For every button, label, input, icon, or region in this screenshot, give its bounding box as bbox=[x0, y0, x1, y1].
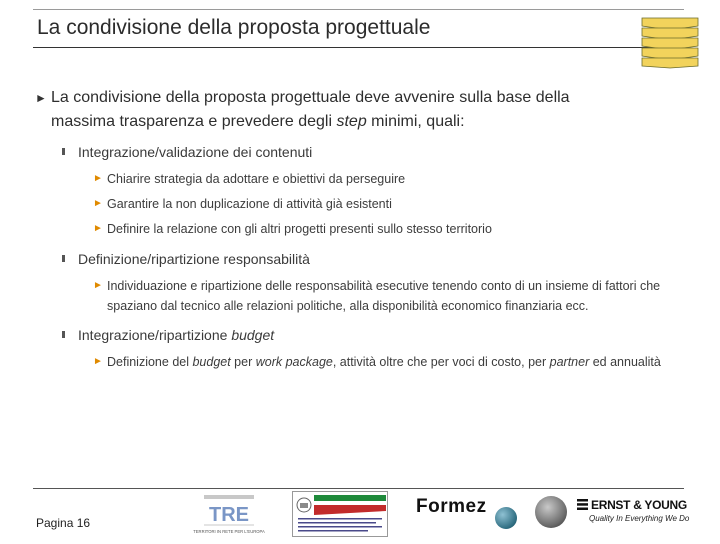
svg-text:TERRITORI IN RETE PER L'EUROPA: TERRITORI IN RETE PER L'EUROPA bbox=[193, 529, 265, 534]
page-number: Pagina 16 bbox=[36, 516, 91, 530]
top-rule bbox=[33, 9, 684, 10]
slide-content bbox=[35, 86, 695, 372]
intro-line-1: La condivisione della proposta progettuale deve avvenire sulla base della bbox=[51, 89, 570, 106]
ey-mark-icon bbox=[577, 499, 588, 510]
ministry-emblem-icon bbox=[292, 491, 388, 537]
section-heading-2: Definizione/ripartizione responsabilità bbox=[78, 249, 695, 269]
orange-triangle-bullet-icon: ► bbox=[93, 356, 103, 367]
list-item: ► Chiarire strategia da adottare e obiettivi da perseguire bbox=[107, 169, 695, 189]
slide-title: La condivisione della proposta progettuale bbox=[37, 16, 431, 39]
list-item: ► Definizione del budget per work package, attività oltre che per voci di costo, per partner ed annualità bbox=[107, 352, 691, 372]
section-heading-1: Integrazione/validazione dei contenuti bbox=[78, 142, 695, 162]
footer-rule bbox=[33, 488, 684, 489]
globe-icon bbox=[495, 507, 517, 529]
ministry-logo bbox=[292, 491, 388, 537]
orange-triangle-bullet-icon: ► bbox=[93, 198, 103, 209]
title-underline bbox=[33, 47, 684, 48]
tre-logo bbox=[193, 493, 265, 539]
section-heading-3: Integrazione/ripartizione budget bbox=[78, 325, 695, 345]
sphere-logo-icon bbox=[535, 496, 567, 528]
square-bullet-icon bbox=[62, 148, 65, 155]
intro-line-2a: massima trasparenza e prevedere degli bbox=[51, 113, 337, 130]
tre-logo-icon bbox=[193, 493, 265, 539]
square-bullet-icon bbox=[62, 255, 65, 262]
triangle-bullet-icon: ► bbox=[35, 91, 47, 105]
intro-paragraph bbox=[35, 86, 695, 134]
intro-emphasis: step bbox=[336, 113, 367, 130]
list-item: ► Garantire la non duplicazione di attività già esistenti bbox=[107, 194, 695, 214]
intro-line-2b: minimi, quali: bbox=[366, 113, 465, 130]
orange-triangle-bullet-icon: ► bbox=[93, 173, 103, 184]
list-item: ► Definire la relazione con gli altri progetti presenti sullo stesso territorio bbox=[107, 219, 695, 239]
svg-text:TRE: TRE bbox=[209, 504, 249, 526]
square-bullet-icon bbox=[62, 331, 65, 338]
stacked-layers-logo-icon bbox=[640, 14, 700, 68]
orange-triangle-bullet-icon: ► bbox=[93, 280, 103, 291]
list-item: ► Individuazione e ripartizione delle responsabilità esecutive tenendo conto di un insieme di fattori che spaziano dal tecnico alle relazioni politiche, alla disponibilità economico finanziaria ecc. bbox=[107, 276, 691, 316]
orange-triangle-bullet-icon: ► bbox=[93, 223, 103, 234]
ernst-young-logo: ERNST & YOUNG Quality In Everything We Do bbox=[577, 496, 687, 526]
formez-logo: Formez bbox=[414, 493, 524, 533]
